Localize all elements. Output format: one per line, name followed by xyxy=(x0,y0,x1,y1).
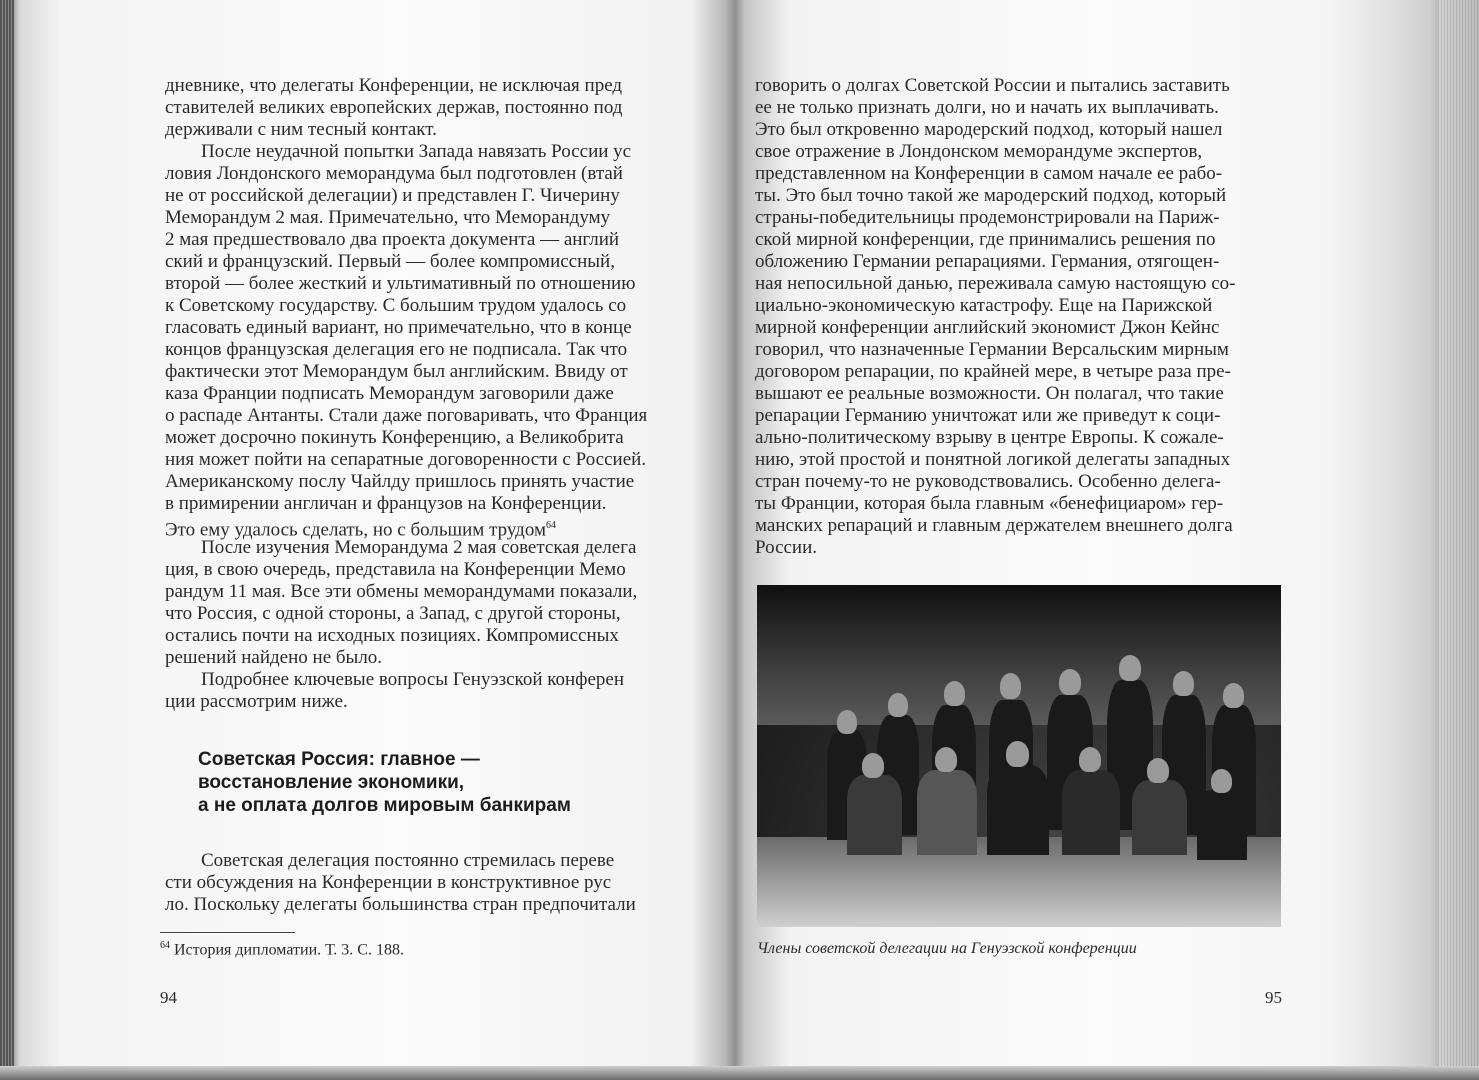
group-photo xyxy=(757,585,1281,927)
text-line: ло. Поскольку делегаты большинства стран предпочитали xyxy=(165,894,636,915)
photo-figure-head xyxy=(1147,758,1169,783)
photo-figure-head xyxy=(1223,683,1244,708)
photo-figure-head xyxy=(1000,673,1021,699)
page-edge-left xyxy=(0,0,14,1080)
photo-figure-head xyxy=(1119,655,1141,681)
footnote-number: 64 xyxy=(160,940,170,951)
text-line: держивали с ним тесный контакт. xyxy=(165,119,437,140)
text-line: представленном на Конференции в самом начале ее рабо- xyxy=(755,163,1223,184)
text-line: циально-экономическую катастрофу. Еще на Парижской xyxy=(755,295,1213,316)
text-line: страны-победительницы продемонстрировали на Париж- xyxy=(755,207,1220,228)
text-line: ставителей великих европейских держав, постоянно под xyxy=(165,97,623,118)
text-line: ты Франции, которая была главным «бенефициаром» гер- xyxy=(755,493,1224,514)
photo-figure-head xyxy=(1173,671,1194,696)
text-line: Меморандум 2 мая. Примечательно, что Меморандуму xyxy=(165,207,611,228)
footnote-divider xyxy=(160,932,295,933)
text-line: Это ему удалось сделать, но с большим трудом xyxy=(165,519,547,541)
text-line: ловия Лондонского меморандума был подготовлен (втай xyxy=(165,163,623,184)
text-line: свое отражение в Лондонском меморандуме экспертов, xyxy=(755,141,1203,162)
footnote xyxy=(160,940,404,959)
photo-figure xyxy=(917,770,977,855)
text-line: решений найдено не было. xyxy=(165,647,383,668)
footnote-reference: 64 xyxy=(546,520,557,531)
photo-caption: Члены советской делегации на Генуэзской конференции xyxy=(757,940,1137,957)
text-line: 2 мая предшествовало два проекта документа — англий xyxy=(165,229,620,250)
photo-figure-head xyxy=(1211,769,1232,793)
photo-figure xyxy=(1197,790,1247,860)
text-line: ция, в свою очередь, представила на Конференции Мемо xyxy=(165,559,626,580)
page-number-left: 94 xyxy=(160,988,177,1007)
text-line: ции рассмотрим ниже. xyxy=(165,691,348,712)
text-line: говорил, что назначенные Германии Версальским мирным xyxy=(755,339,1229,360)
text-line: рандум 11 мая. Все эти обмены меморандумами показали, xyxy=(165,581,638,602)
heading-line: восстановление экономики, xyxy=(198,772,465,793)
photo-figure xyxy=(847,775,902,855)
text-line: Американскому послу Чайлду пришлось принять участие xyxy=(165,471,635,492)
section-heading xyxy=(198,748,571,817)
photo-figure xyxy=(987,765,1049,855)
photo-figure-head xyxy=(944,681,965,706)
text-line: ты. Это был точно такой же мародерский подход, который xyxy=(755,185,1227,206)
text-line: сти обсуждения на Конференции в конструктивное рус xyxy=(165,872,612,893)
text-line: ния может пойти на сепаратные договоренности с Россией. xyxy=(165,449,647,470)
heading-line: Советская Россия: главное — xyxy=(198,749,480,770)
text-line: Это был откровенно мародерский подход, который нашел xyxy=(755,119,1223,140)
text-line: мирной конференции английский экономист Джон Кейнс xyxy=(755,317,1220,338)
page-edge-right xyxy=(1439,0,1479,1080)
text-line: ально-политическому взрыву в центре Европы. К сожале- xyxy=(755,427,1224,448)
text-line: к Советскому государству. С большим трудом удалось со xyxy=(165,295,627,316)
text-line: гласовать единый вариант, но примечательно, что в конце xyxy=(165,317,632,338)
text-line: России. xyxy=(755,537,818,558)
footnote-text: История дипломатии. Т. 3. С. 188. xyxy=(170,941,404,959)
photo-figure-head xyxy=(1079,747,1101,772)
text-line: каза Франции подписать Меморандум заговорили даже xyxy=(165,383,614,404)
text-line: что Россия, с одной стороны, а Запад, с другой стороны, xyxy=(165,603,621,624)
photo-figure xyxy=(1062,770,1120,855)
text-line: Советская делегация постоянно стремилась переве xyxy=(201,850,615,871)
page-number-right: 95 xyxy=(1265,988,1282,1007)
photo-figure-head xyxy=(888,693,908,717)
photo-figure-head xyxy=(1059,669,1081,695)
text-line: не от российской делегации) и представлен Г. Чичерину xyxy=(165,185,620,206)
text-line: говорить о долгах Советской России и пытались заставить xyxy=(755,75,1230,96)
text-line: дневнике, что делегаты Конференции, не исключая пред xyxy=(165,75,623,96)
text-line: После изучения Меморандума 2 мая советская делега xyxy=(201,537,637,558)
text-line: фактически этот Меморандум был английским. Ввиду от xyxy=(165,361,628,382)
text-line: нию, этой простой и понятной логикой делегаты западных xyxy=(755,449,1231,470)
text-line: в примирении англичан и французов на Конференции. xyxy=(165,493,607,514)
text-line: о распаде Антанты. Стали даже поговаривать, что Франция xyxy=(165,405,648,426)
text-line: концов французская делегация его не подписала. Так что xyxy=(165,339,628,360)
text-line: ее не только признать долги, но и начать их выплачивать. xyxy=(755,97,1219,118)
text-line: Подробнее ключевые вопросы Генуэзской конферен xyxy=(201,669,625,690)
photo-figure-head xyxy=(1006,741,1029,767)
photo-figure xyxy=(1132,780,1187,855)
text-line: манских репараций и главным держателем внешнего долга xyxy=(755,515,1233,536)
heading-line: а не оплата долгов мировым банкирам xyxy=(198,795,571,816)
text-line: вышают ее реальные возможности. Он полагал, что такие xyxy=(755,383,1224,404)
text-line: ский и французский. Первый — более компромиссный, xyxy=(165,251,615,272)
photo-figure-head xyxy=(862,753,884,778)
scanner-bottom-edge xyxy=(0,1066,1479,1080)
text-line: остались почти на исходных позициях. Компромиссных xyxy=(165,625,619,646)
text-line: может досрочно покинуть Конференцию, а Великобрита xyxy=(165,427,624,448)
text-line: второй — более жесткий и ультимативный по отношению xyxy=(165,273,636,294)
photo-figure-head xyxy=(837,710,857,734)
text-line: договором репарации, по крайней мере, в четыре раза пре- xyxy=(755,361,1231,382)
text-line: стран почему-то не руководствовались. Особенно делега- xyxy=(755,471,1221,492)
text-line: ная непосильной данью, переживала самую настоящую со- xyxy=(755,273,1236,294)
text-line: После неудачной попытки Запада навязать России ус xyxy=(201,141,632,162)
text-line: обложению Германии репарациями. Германия, отягощен- xyxy=(755,251,1220,272)
text-line: ской мирной конференции, где принимались решения по xyxy=(755,229,1216,250)
photo-figure-head xyxy=(935,747,957,772)
text-line: репарации Германию уничтожат или же приведут к соци- xyxy=(755,405,1221,426)
